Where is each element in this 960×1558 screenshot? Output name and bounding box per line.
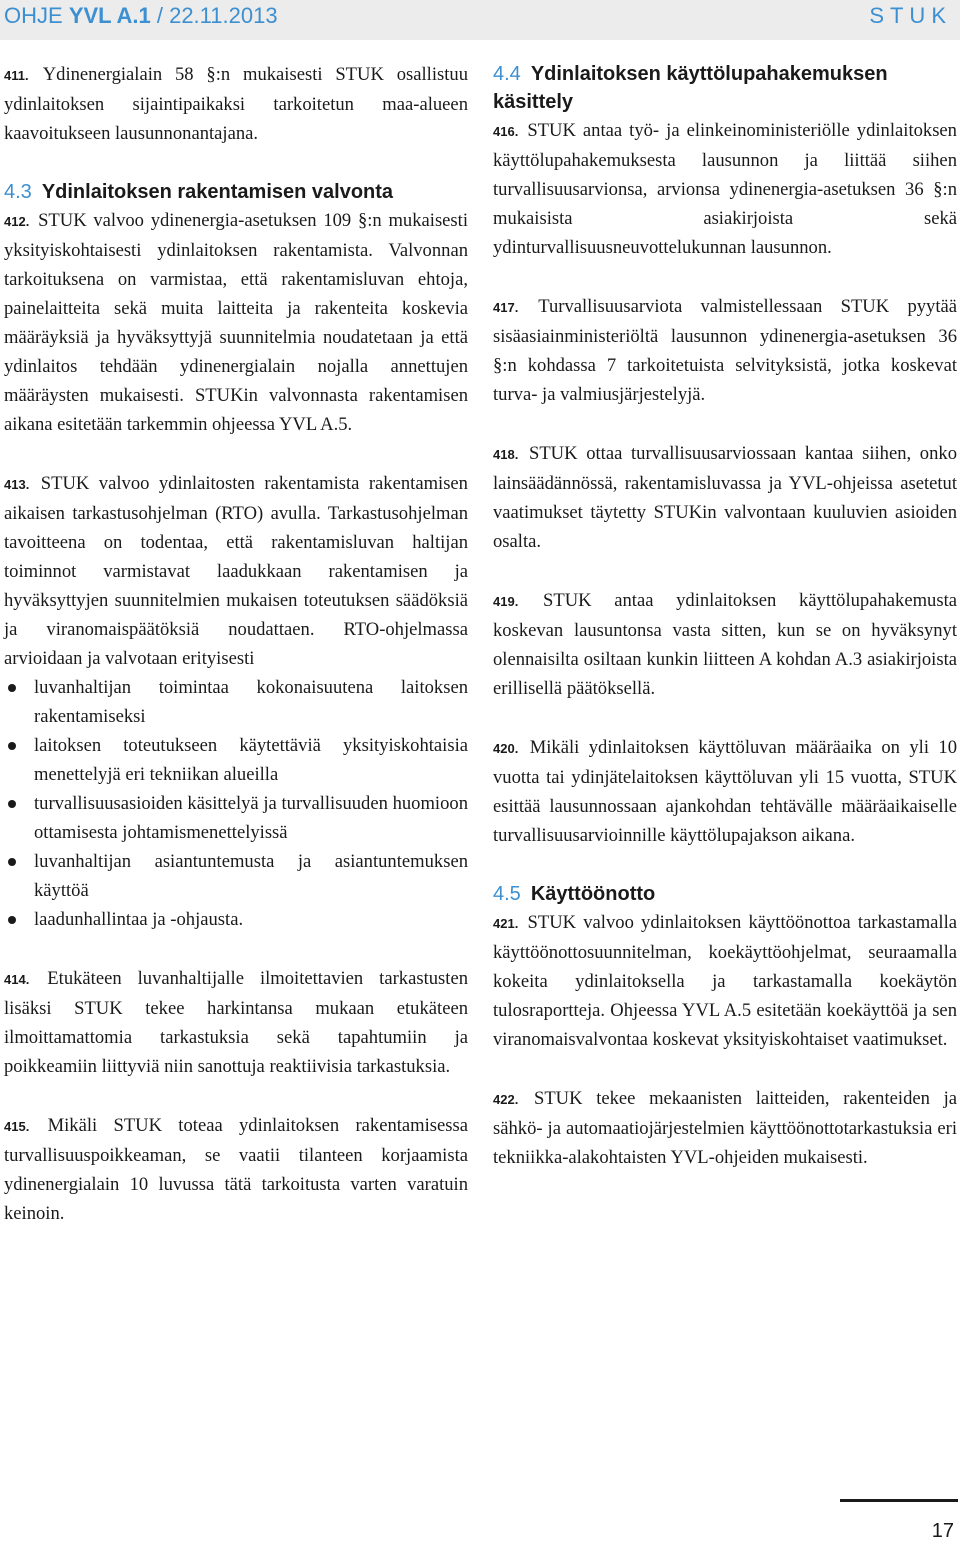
paragraph-text: STUK tekee mekaanisten laitteiden, rakenteiden ja sähkö- ja automaatiojärjestelmien käyttöönottotarkastuksia eri tekniikka-alakohtaisten YVL-ohjeiden mukaisesti. [493,1088,957,1168]
page-number: 17 [931,1520,954,1542]
left-column [4,60,468,1228]
guide-date: / 22.11.2013 [156,3,278,28]
paragraph-number: 416. [493,124,519,139]
paragraph-421 [493,908,957,1054]
section-heading-4-3 [4,178,468,206]
section-title: Ydinlaitoksen käyttölupahakemuksen käsittely [493,63,888,113]
paragraph-number: 422. [493,1092,519,1107]
paragraph-414 [4,964,468,1081]
paragraph-text: STUK ottaa turvallisuusarviossaan kantaa siihen, onko lainsäädännössä, rakentamisluvassa ja YVL-ohjeissa asetetut vaatimukset täytetty STUKin valvontaan kuuluvien asioiden osalta. [493,443,957,552]
paragraph-text: STUK valvoo ydinlaitoksen käyttöönottoa tarkastamalla käyttöönottosuunnitelman, koekäyttöohjelmat, seuraamalla kokeita ydinlaitoksella ja tarkastamalla koekäytön tulosraportteja. Ohjeessa YVL A.5 esitetään koekäyttöä ja sen viranomaisvalvontaa koskevat yksityiskohtaiset vaatimukset. [493,912,957,1050]
section-number: 4.5 [493,883,521,905]
list-item-text: laadunhallintaa ja -ohjausta. [34,909,244,930]
list-item-text: laitoksen toteutukseen käytettäviä yksityiskohtaisia menettelyjä eri tekniikan alueilla [34,735,468,785]
paragraph-number: 415. [4,1119,30,1134]
bullet-icon [8,742,16,750]
paragraph-number: 417. [493,300,519,315]
section-title: Käyttöönotto [530,883,656,905]
paragraph-text: STUK antaa työ- ja elinkeinoministeriölle ydinlaitoksen käyttölupahakemuksesta lausunnon ja liittää siihen turvallisuusarvionsa, arvionsa ydinenergia-asetuksen 36 §:n mukaisista asiakirjoista sekä ydinturvallisuusneuvottelukunnan lausunnon. [493,120,957,258]
list-item [4,905,468,934]
paragraph-text: STUK valvoo ydinlaitosten rakentamista rakentamisen aikaisen tarkastusohjelman (RTO) avulla. Tarkastusohjelman tavoitteena on todentaa, että rakentamisluvan haltijan toiminnot varmistavat laadukkaan rakentamisen ja hyväksyttyjen suunnitelmien mukaisen toteutuksen säädöksiä ja viranomaispäätöksiä noudattaen. RTO-ohjelmassa arvioidaan ja valvotaan erityisesti [4,473,468,669]
paragraph-text: Turvallisuusarviota valmistellessaan STUK pyytää sisäasiainministeriöltä lausunnon ydinenergia-asetuksen 36 §:n kohdassa 7 tarkoitetuista selvityksistä, jotka koskevat turva- ja valmiusjärjestelyjä. [493,296,958,405]
section-number: 4.4 [493,63,521,85]
guide-prefix: OHJE [4,3,63,28]
bullet-list [4,673,468,934]
list-item-text: luvanhaltijan toimintaa kokonaisuutena laitoksen rakentamiseksi [34,677,468,727]
list-item-text: turvallisuusasioiden käsittelyä ja turvallisuuden huomioon ottamisesta johtamismenettelyissä [34,793,468,843]
paragraph-text: Etukäteen luvanhaltijalle ilmoitettavien tarkastusten lisäksi STUK tekee harkintansa mukaan etukäteen ilmoittamattomia tarkastuksia sekä tapahtumiin ja poikkeamiin liittyviä niin sanottuja reaktiivisia tarkastuksia. [4,968,468,1077]
footer-divider [840,1499,958,1502]
list-item [4,673,468,731]
page-header [0,0,960,40]
bullet-icon [8,800,16,808]
paragraph-412 [4,206,468,439]
right-column [493,60,957,1172]
paragraph-number: 420. [493,741,519,756]
paragraph-text: Ydinenergialain 58 §:n mukaisesti STUK osallistuu ydinlaitoksen sijaintipaikaksi tarkoitetun maa-alueen kaavoitukseen lausunnonantajana. [4,64,468,144]
bullet-icon [8,916,16,924]
paragraph-number: 411. [4,68,29,83]
paragraph-422 [493,1084,957,1172]
section-title: Ydinlaitoksen rakentamisen valvonta [41,181,394,203]
paragraph-number: 419. [493,594,519,609]
paragraph-416 [493,116,957,262]
bullet-icon [8,858,16,866]
bullet-icon [8,684,16,692]
paragraph-number: 418. [493,447,519,462]
paragraph-number: 421. [493,916,519,931]
paragraph-number: 413. [4,477,30,492]
paragraph-text: Mikäli ydinlaitoksen käyttöluvan määräaika on yli 10 vuotta tai ydinjätelaitoksen käyttöluvan yli 15 vuotta, STUK esittää lausunnossaan ajankohdan tehtävälle määräaikaiselle turvallisuusarvioinnille käyttölupajakson aikana. [493,737,957,846]
guide-id: YVL A.1 [68,3,151,28]
paragraph-text: STUK valvoo ydinenergia-asetuksen 109 §:n mukaisesti yksityiskohtaisesti ydinlaitoksen rakentamista. Valvonnan tarkoituksena on varmistaa, että rakentamisluvan ehtoja, painelaitteita sekä muita laitteita ja rakenteita koskevia määräyksiä ja hyväksyttyjä suunnitelmia noudatetaan ja että ydinlaitos tehdään ydinenergialain nojalla annettujen määräysten mukaisesti. STUKin valvonnasta rakentamisen aikana esitetään tarkemmin ohjeessa YVL A.5. [4,210,468,435]
paragraph-413 [4,469,468,673]
paragraph-number: 414. [4,972,30,987]
paragraph-text: STUK antaa ydinlaitoksen käyttölupahakemusta koskevan lausuntonsa vasta sitten, kun se on hyväksynyt olennaisilta osiltaan kunkin liitteen A kohdan A.3 asiakirjoista erillisellä päätöksellä. [493,590,957,699]
list-item [4,731,468,789]
paragraph-419 [493,586,957,703]
paragraph-420 [493,733,957,850]
paragraph-411 [4,60,468,148]
section-number: 4.3 [4,181,32,203]
list-item [4,789,468,847]
paragraph-417 [493,292,957,409]
paragraph-418 [493,439,957,556]
list-item [4,847,468,905]
list-item-text: luvanhaltijan asiantuntemusta ja asiantuntemuksen käyttöä [34,851,468,901]
section-heading-4-5 [493,880,957,908]
brand-name: STUK [869,3,952,28]
paragraph-number: 412. [4,214,30,229]
section-heading-4-4 [493,60,957,116]
guide-reference [4,3,278,29]
paragraph-text: Mikäli STUK toteaa ydinlaitoksen rakentamisessa turvallisuuspoikkeaman, se vaatii tilanteen korjaamista ydinenergialain 10 luvussa tätä tarkoitusta varten varatuin keinoin. [4,1115,469,1224]
paragraph-415 [4,1111,468,1228]
